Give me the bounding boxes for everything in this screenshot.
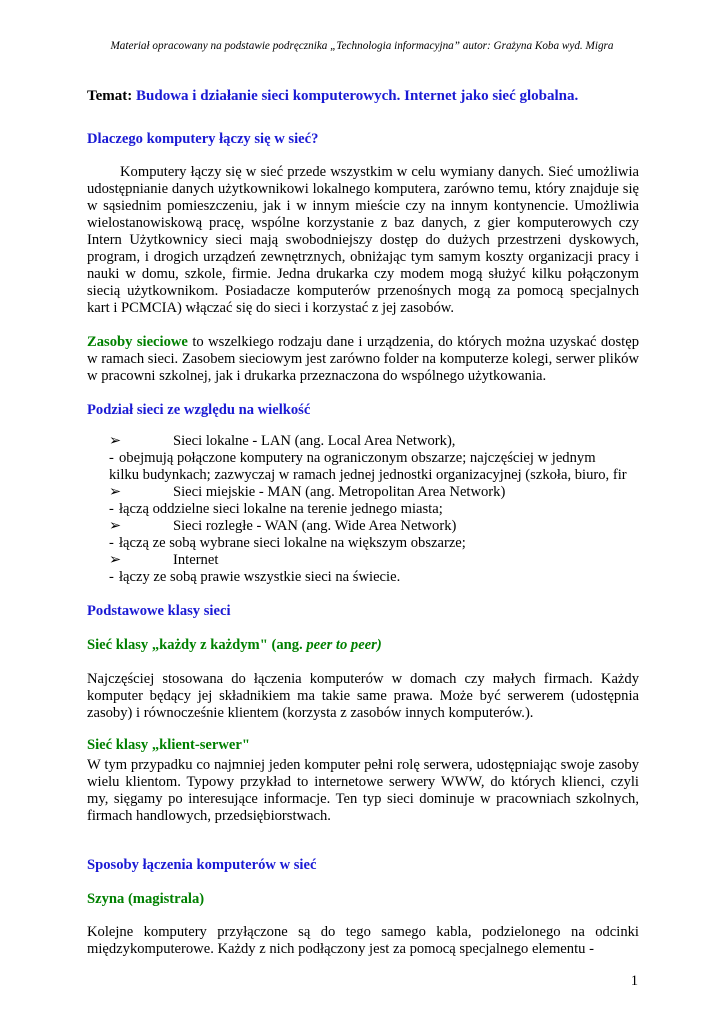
paragraph-why-network: Komputery łączy się w sieć przede wszystkim w celu wymiany danych. Sieć umożliwia udostępnianie danych użytkownikowi lokalnego komputera, zarówno temu, który znajduje się w sąsiednim pomieszczeniu, jak i w innym mieście czy na innym kontynencie. Umożliwia wielostanowiskową pracę, wspólne korzystanie z baz danych, z gier komputerowych czy Intern Użytkownicy sieci mają swobodniejszy dostęp do dużych przestrzeni dyskowych, program, i drogich urządzeń zewnętrznych, obniżając tym samym koszty organizacji pracy i nauki w domu, szkole, firmie. Jedna drukarka czy modem mogą służyć kilku połączonym siecią użytkownikom. Posiadacze komputerów przenośnych mogą za pomocą specjalnych kart i PCMCIA) włączać się do sieci i korzystać z jej zasobów. — [87, 164, 639, 316]
list-item-lan-desc-cont — [87, 467, 639, 484]
lan-desc-1: obejmują połączone komputery na ograniczonym obszarze; najczęściej w jednym — [119, 450, 596, 466]
lan-desc-2: kilku budynkach; zazwyczaj w ramach jednej jednostki organizacyjnej (szkoła, biuro, fir — [109, 467, 627, 483]
network-size-list — [87, 433, 639, 586]
wan-label: Sieci rozległe - WAN (ang. Wide Area Network) — [173, 518, 457, 534]
paragraph-resources — [87, 334, 639, 385]
man-desc: łączą oddzielne sieci lokalne na terenie jednego miasta; — [119, 501, 443, 517]
list-item-internet-desc — [87, 569, 639, 586]
internet-label: Internet — [173, 552, 219, 568]
arrow-bullet-icon: ➢ — [109, 433, 122, 449]
list-item-man-desc — [87, 501, 639, 518]
dash-bullet: - — [109, 569, 114, 585]
page-number: 1 — [630, 973, 638, 989]
heading-client-server: Sieć klasy „klient-serwer" — [87, 737, 250, 753]
section-heading-network-classes: Podstawowe klasy sieci — [87, 603, 231, 619]
topic-line — [87, 87, 639, 105]
man-label: Sieci miejskie - MAN (ang. Metropolitan Area Network) — [173, 484, 506, 500]
p2p-heading-italic: peer to peer) — [306, 637, 382, 653]
resources-text: to wszelkiego rodzaju dane i urządzenia, do których można uzyskać dostęp w ramach sieci. Zasobem sieciowym jest zarówno folder na komputerze kolegi, serwer plików w pracowni szkolnej, jak i drukarka przeznaczona do wspólnego użytkowania. — [87, 334, 639, 384]
topic-text: Budowa i działanie sieci komputerowych. Internet jako sieć globalna. — [136, 88, 579, 104]
section-heading-why-network: Dlaczego komputery łączy się w sieć? — [87, 131, 319, 147]
list-item-man — [87, 484, 639, 501]
list-item-lan-desc — [87, 450, 639, 467]
internet-desc: łączy ze sobą prawie wszystkie sieci na świecie. — [119, 569, 401, 585]
arrow-bullet-icon: ➢ — [109, 484, 122, 500]
dash-bullet: - — [109, 450, 114, 466]
section-heading-topologies: Sposoby łączenia komputerów w sieć — [87, 857, 317, 873]
list-item-wan-desc — [87, 535, 639, 552]
resources-term: Zasoby sieciowe — [87, 334, 188, 350]
topic-label: Temat: — [87, 88, 133, 104]
section-heading-network-size: Podział sieci ze względu na wielkość — [87, 402, 311, 418]
dash-bullet: - — [109, 535, 114, 551]
document-body — [87, 87, 639, 958]
dash-bullet: - — [109, 501, 114, 517]
arrow-bullet-icon: ➢ — [109, 552, 122, 568]
page-header: Materiał opracowany na podstawie podręcznika „Technologia informacyjna” autor: Grażyna Koba wyd. Migra — [110, 40, 614, 52]
lan-label: Sieci lokalne - LAN (ang. Local Area Network), — [173, 433, 456, 449]
heading-peer-to-peer — [87, 637, 639, 654]
p2p-heading-text: Sieć klasy „każdy z każdym" (ang. — [87, 637, 307, 653]
list-item-internet — [87, 552, 639, 569]
list-item-wan — [87, 518, 639, 535]
heading-bus: Szyna (magistrala) — [87, 891, 205, 907]
wan-desc: łączą ze sobą wybrane sieci lokalne na większym obszarze; — [119, 535, 466, 551]
paragraph-peer-to-peer: Najczęściej stosowana do łączenia komputerów w domach czy małych firmach. Każdy komputer będący jej składnikiem ma takie same prawa. Może być serwerem (udostępnia zasoby) i równocześnie klientem (korzysta z zasobów innych komputerów.). — [87, 671, 639, 721]
paragraph-client-server: W tym przypadku co najmniej jeden komputer pełni rolę serwera, udostępniając swoje zasoby wielu klientom. Typowy przykład to internetowe serwery WWW, do których klienci, czyli my, sięgamy po interesujące informacje. Ten typ sieci dominuje w pracowniach szkolnych, firmach handlowych, przedsiębiorstwach. — [87, 757, 639, 824]
paragraph-bus: Kolejne komputery przyłączone są do tego samego kabla, podzielonego na odcinki międzykomputerowe. Każdy z nich podłączony jest za pomocą specjalnego elementu - — [87, 924, 639, 957]
arrow-bullet-icon: ➢ — [109, 518, 122, 534]
list-item-lan — [87, 433, 639, 450]
